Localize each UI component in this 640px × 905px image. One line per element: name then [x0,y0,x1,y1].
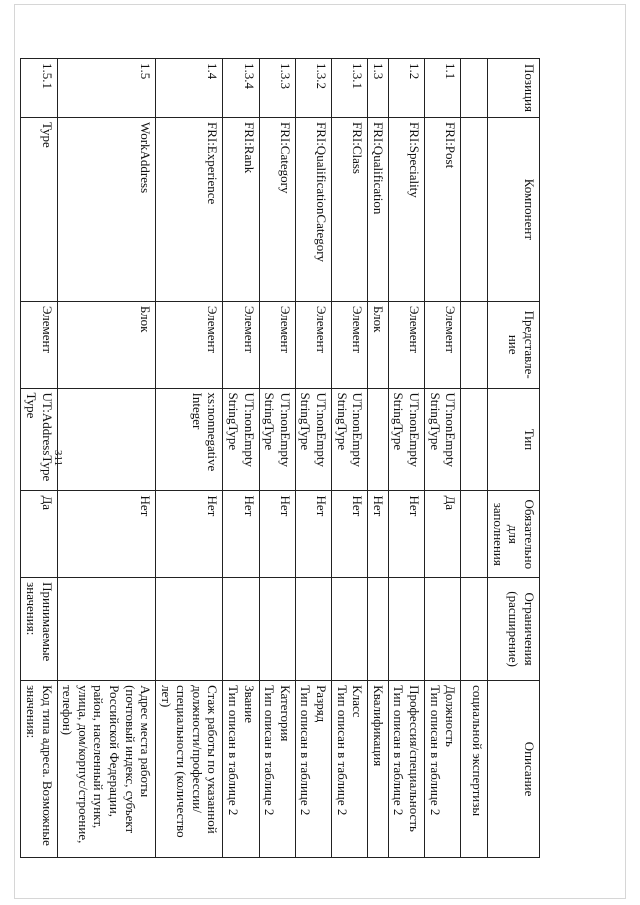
cell-representation: Блок [57,301,156,388]
cell-position: 1.3.4 [223,59,259,118]
cell-position: 1.2 [388,59,424,118]
cell-description [21,681,57,858]
description-line: Адрес места работы (почтовый индекс, субъект Российской Федерации, район, населенный пункт, улица, дом/корпус/строение, телефон) [60,685,154,844]
description-line: Квалификация [370,685,386,767]
cell-component: FRI:Class [332,117,368,301]
cell-position: 1.5 [57,59,156,118]
description-line: Тип описан в таблице 2 [427,685,443,816]
table-row [425,59,461,858]
cell-component: FRI:Qualification [368,117,389,301]
header-representation: Представле-ние [488,301,540,388]
cell-required: Да [425,491,461,578]
table-row [57,59,156,858]
cell-position: 1.3 [368,59,389,118]
header-component: Компонент [488,117,540,301]
cell-description [388,681,424,858]
cell-restrictions [223,578,259,681]
cell-restrictions [425,578,461,681]
description-line: Тип описан в таблице 2 [226,685,242,816]
description-line: Профессия/специальность [407,685,423,832]
cell-type: UT:nonEmpty StringType [223,388,259,491]
cell-type [57,388,156,491]
cell-representation: Элемент [259,301,295,388]
cell-representation [461,301,488,388]
cell-required: Нет [295,491,331,578]
description-line: Класс [350,685,366,718]
cell-restrictions [332,578,368,681]
cell-representation: Элемент [425,301,461,388]
cell-type: UT:nonEmpty StringType [388,388,424,491]
cell-type: UT:nonEmpty StringType [259,388,295,491]
cell-position: 1.4 [156,59,223,118]
cell-restrictions [295,578,331,681]
header-description: Описание [488,681,540,858]
cell-representation: Блок [368,301,389,388]
description-line: Разряд [314,685,330,723]
cell-component: FRI:Speciality [388,117,424,301]
description-line: Категория [277,685,293,742]
table-row [368,59,389,858]
cell-required: Да [21,491,57,578]
cell-type: UT:nonEmpty StringType [425,388,461,491]
description-line: Тип описан в таблице 2 [391,685,407,816]
cell-position: 1.1 [425,59,461,118]
cell-position: 1.3.2 [295,59,331,118]
cell-restrictions [368,578,389,681]
cell-representation: Элемент [332,301,368,388]
table-row [223,59,259,858]
cell-type: UT:nonEmpty StringType [332,388,368,491]
cell-type [368,388,389,491]
cell-restrictions [259,578,295,681]
header-position: Позиция [488,59,540,118]
page-number: 311 [52,449,65,467]
cell-representation: Элемент [156,301,223,388]
cell-required: Нет [259,491,295,578]
cell-required: Нет [388,491,424,578]
cell-component: Type [21,117,57,301]
cell-required [461,491,488,578]
cell-type [461,388,488,491]
cell-component [461,117,488,301]
cell-component: FRI:Post [425,117,461,301]
cell-position: 1.5.1 [21,59,57,118]
cell-component: FRI:Category [259,117,295,301]
cell-component: WorkAddress [57,117,156,301]
cell-component: FRI:Rank [223,117,259,301]
cell-component: FRI:Experience [156,117,223,301]
cell-description [156,681,223,858]
cell-type: UT:AddressType Type [21,388,57,491]
cell-description [332,681,368,858]
cell-restrictions [57,578,156,681]
cell-restrictions [388,578,424,681]
cell-required: Нет [223,491,259,578]
table-row [156,59,223,858]
description-line: Тип описан в таблице 2 [262,685,278,816]
header-restrictions: Ограничения (расширение) [488,578,540,681]
cell-restrictions [461,578,488,681]
table-row [21,59,57,858]
cell-description [368,681,389,858]
cell-type: UT:nonEmpty StringType [295,388,331,491]
cell-description [425,681,461,858]
cell-description [223,681,259,858]
table-row-continuation [461,59,488,858]
table-row [332,59,368,858]
cell-restrictions [156,578,223,681]
table-row [259,59,295,858]
cell-representation: Элемент [388,301,424,388]
cell-position: 1.3.1 [332,59,368,118]
table-row [388,59,424,858]
data-table [20,58,540,858]
description-line: Тип описан в таблице 2 [298,685,314,816]
cell-description [295,681,331,858]
cell-type: xs:nonnegative Integer [156,388,223,491]
cell-description [259,681,295,858]
header-type: Тип [488,388,540,491]
cell-component: FRI:QualificationCategory [295,117,331,301]
cell-required: Нет [332,491,368,578]
header-required: Обязательно для заполнения [488,491,540,578]
cell-position [461,59,488,118]
cell-representation: Элемент [21,301,57,388]
table-row [295,59,331,858]
cell-description: социальной экспертизы [461,681,488,858]
cell-required: Нет [368,491,389,578]
cell-representation: Элемент [295,301,331,388]
description-line: Стаж работы по указанной должности/профессии/специальности (количество лет) [158,685,221,838]
cell-position: 1.3.3 [259,59,295,118]
description-line: Тип описан в таблице 2 [334,685,350,816]
description-line: Звание [241,685,257,723]
description-line: Должность [443,685,459,747]
cell-representation: Элемент [223,301,259,388]
cell-description [57,681,156,858]
description-line: Код типа адреса. Возможные значения: [23,685,55,846]
cell-required: Нет [57,491,156,578]
cell-restrictions: Принимаемые значения: [21,578,57,681]
table-header-row [488,59,540,858]
cell-required: Нет [156,491,223,578]
